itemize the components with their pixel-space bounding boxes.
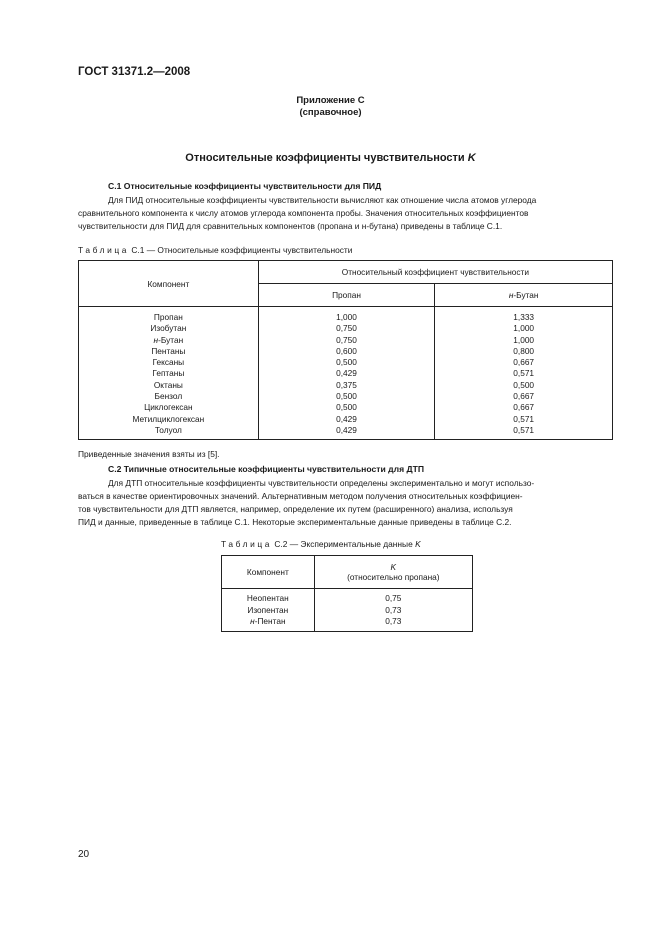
table1-cell-butane: [435, 380, 612, 391]
table1-cell-propane: [259, 425, 435, 436]
table1-cell-component-text: Изобутан: [150, 323, 187, 334]
table1-cell-butane-text: 1,000: [513, 323, 535, 334]
table1-cell-propane: [259, 402, 435, 413]
table1-cell-component-text: Гексаны: [152, 357, 185, 368]
table2-cell-component-prefix: н: [250, 616, 255, 626]
table1-cell-component-text: Метилциклогексан: [132, 413, 205, 424]
table2-cell-k: [315, 605, 472, 617]
table1-cell-butane: [435, 323, 612, 334]
table2-cell-component-text: Изопентан: [247, 604, 289, 615]
table1-cell-butane-text: 0,571: [513, 368, 535, 379]
table1-header-group: Относительный коэффициент чувствительности: [258, 261, 612, 284]
table1-cell-butane: [435, 335, 612, 346]
page-number: 20: [78, 849, 90, 860]
table1-cell-propane: [259, 391, 435, 402]
table2-component-column: [222, 589, 315, 632]
table1-cell-propane: [259, 368, 435, 379]
paragraph-line: сравнительного компонента к числу атомов углерода компонента пробы. Значения относительных коэффициентов: [78, 208, 529, 218]
table1-cell-component-text: Гептаны: [152, 368, 185, 379]
table1-cell-butane: [435, 414, 612, 425]
table1-cell-butane-text: 0,667: [513, 391, 535, 402]
table2-header-component: Компонент: [222, 556, 315, 589]
table2-cell-k: [315, 616, 472, 628]
paragraph-line: тов чувствительности для ДТП является, например, определение их путем (расширенного) анализа, используя: [78, 504, 513, 514]
table1-cell-component-text: Пропан: [153, 312, 183, 322]
table2-cell-component: [222, 616, 314, 628]
table1-cell-propane-text: 0,600: [336, 345, 357, 356]
table1-cell-component-text: Толуол: [154, 424, 182, 435]
table1-cell-propane: [259, 380, 435, 391]
table1-cell-butane: [435, 425, 612, 436]
table1-cell-propane: [259, 312, 435, 323]
table1-body: [79, 307, 613, 440]
table2-cell-component-text: -Пентан: [254, 616, 286, 626]
table1-cell-butane-text: 0,500: [513, 379, 535, 390]
section-c2-paragraph: [78, 477, 613, 529]
paragraph-line: ПИД и данные, приведенные в таблице С.1. Некоторые экспериментальные данные приведены в таблице С.2.: [78, 517, 512, 527]
table1-cell-propane-text: 0,429: [336, 424, 357, 435]
table1-cell-component-text: Октаны: [153, 379, 183, 390]
table1-cell-butane-text: 0,800: [513, 345, 535, 356]
table1-note: [78, 448, 613, 461]
table1-header-component: Компонент: [79, 261, 259, 307]
table1-cell-butane-text: 0,571: [513, 424, 535, 435]
table1-cell-propane: [259, 414, 435, 425]
table1-cell-propane: [259, 346, 435, 357]
table1-header-butane-prefix: н: [508, 290, 514, 300]
table1-cell-propane-text: 0,429: [336, 368, 357, 379]
table1-cell-butane: [435, 357, 612, 368]
table1-cell-component: [79, 425, 258, 436]
table1-cell-component: [79, 346, 258, 357]
table2-cell-component: [222, 593, 314, 605]
table1-cell-butane: [435, 391, 612, 402]
main-title-variable: K: [467, 152, 476, 164]
table2-cell-k-text: 0,73: [385, 616, 402, 626]
appendix-title: Приложение С: [296, 95, 365, 106]
table1-cell-butane: [435, 346, 612, 357]
paragraph-line: чувствительности для ПИД для сравнительных компонентов (пропана и н-бутана) приведены в таблице С.1.: [78, 221, 503, 231]
table1-cell-propane-text: 0,375: [336, 379, 357, 390]
main-title: [0, 152, 661, 164]
table1-caption-prefix: Таблица: [78, 245, 130, 255]
table1-cell-propane-text: 0,750: [336, 334, 357, 345]
table1-cell-component: [79, 414, 258, 425]
table2-cell-k: [315, 593, 472, 605]
table2-cell-component: [222, 605, 314, 617]
table1-component-column: [79, 307, 259, 440]
table2-caption-text: С.2 — Экспериментальные данные: [274, 539, 413, 549]
table1-cell-component: [79, 402, 258, 413]
table1-cell-component: [79, 335, 258, 346]
paragraph-line: ваться в качестве ориентировочных значений. Альтернативным методом получения относительных коэффициен-: [78, 491, 523, 501]
table1-cell-component: [79, 312, 258, 323]
table1-cell-propane-text: 0,500: [336, 402, 357, 413]
table1-cell-butane-text: 1,333: [513, 312, 535, 322]
table1-caption: [78, 245, 352, 255]
table2-k-column: [314, 589, 472, 632]
note-line: Приведенные значения взяты из [5].: [78, 449, 220, 459]
paragraph-line: Для ДТП относительные коэффициенты чувствительности определены экспериментально и могут использо-: [108, 478, 535, 488]
table1-cell-butane: [435, 368, 612, 379]
table2-header-k-sub: (относительно пропана): [347, 572, 440, 582]
table1-cell-butane-text: 0,667: [513, 402, 535, 413]
table1-cell-component: [79, 357, 258, 368]
table2-caption-variable: K: [415, 539, 421, 549]
table1-cell-propane-text: 0,750: [336, 323, 357, 334]
main-title-text: Относительные коэффициенты чувствительности: [185, 152, 465, 164]
table2-header-k: [314, 556, 472, 589]
table1-caption-text: С.1 — Относительные коэффициенты чувствительности: [131, 245, 353, 255]
table1-cell-propane-text: 0,500: [336, 357, 357, 368]
table1-cell-butane-text: 0,571: [513, 413, 535, 424]
table1-cell-component: [79, 391, 258, 402]
table1-cell-component-prefix: н: [153, 334, 159, 345]
section-c1-paragraph: [78, 194, 613, 233]
table1-cell-component-text: Пентаны: [151, 345, 186, 356]
table2-header-k-symbol: K: [390, 562, 397, 572]
table2-caption: [221, 539, 421, 549]
table1-cell-propane: [259, 335, 435, 346]
table1: [78, 260, 613, 440]
document-number: ГОСТ 31371.2—2008: [78, 66, 191, 78]
table1-cell-component-text: Бензол: [154, 391, 183, 402]
table1-cell-propane-text: 0,500: [336, 391, 357, 402]
table1-cell-propane-text: 1,000: [336, 312, 357, 322]
table1-cell-component: [79, 323, 258, 334]
table2-body: [222, 589, 473, 632]
table2-cell-k-text: 0,73: [385, 604, 402, 615]
table2-caption-prefix: Таблица: [221, 539, 273, 549]
table1-cell-component-text: Циклогексан: [144, 402, 193, 413]
table1-header-propane: Пропан: [258, 284, 435, 307]
appendix-subtitle: (справочное): [299, 107, 362, 118]
table1-cell-butane: [435, 402, 612, 413]
section-c1-heading: С.1 Относительные коэффициенты чувствительности для ПИД: [108, 181, 382, 191]
table1-butane-column: [435, 307, 613, 440]
table2: [221, 555, 473, 632]
table1-cell-butane: [435, 312, 612, 323]
table1-header-butane: [435, 284, 613, 307]
table1-cell-component: [79, 368, 258, 379]
table1-cell-component-text: -Бутан: [158, 334, 184, 345]
table1-cell-butane-text: 0,667: [513, 357, 535, 368]
table1-cell-component: [79, 380, 258, 391]
table1-cell-propane-text: 0,429: [336, 413, 357, 424]
table1-cell-propane: [259, 323, 435, 334]
table1-cell-butane-text: 1,000: [513, 334, 535, 345]
table2-cell-component-text: Неопентан: [246, 593, 289, 603]
table1-header-butane-text: -Бутан: [513, 290, 539, 300]
table1-cell-propane: [259, 357, 435, 368]
table1-propane-column: [258, 307, 435, 440]
paragraph-line: Для ПИД относительные коэффициенты чувствительности вычисляют как отношение числа атомов углерода: [108, 195, 537, 205]
section-c2-heading: С.2 Типичные относительные коэффициенты чувствительности для ДТП: [108, 464, 425, 474]
table2-cell-k-text: 0,75: [385, 593, 402, 603]
